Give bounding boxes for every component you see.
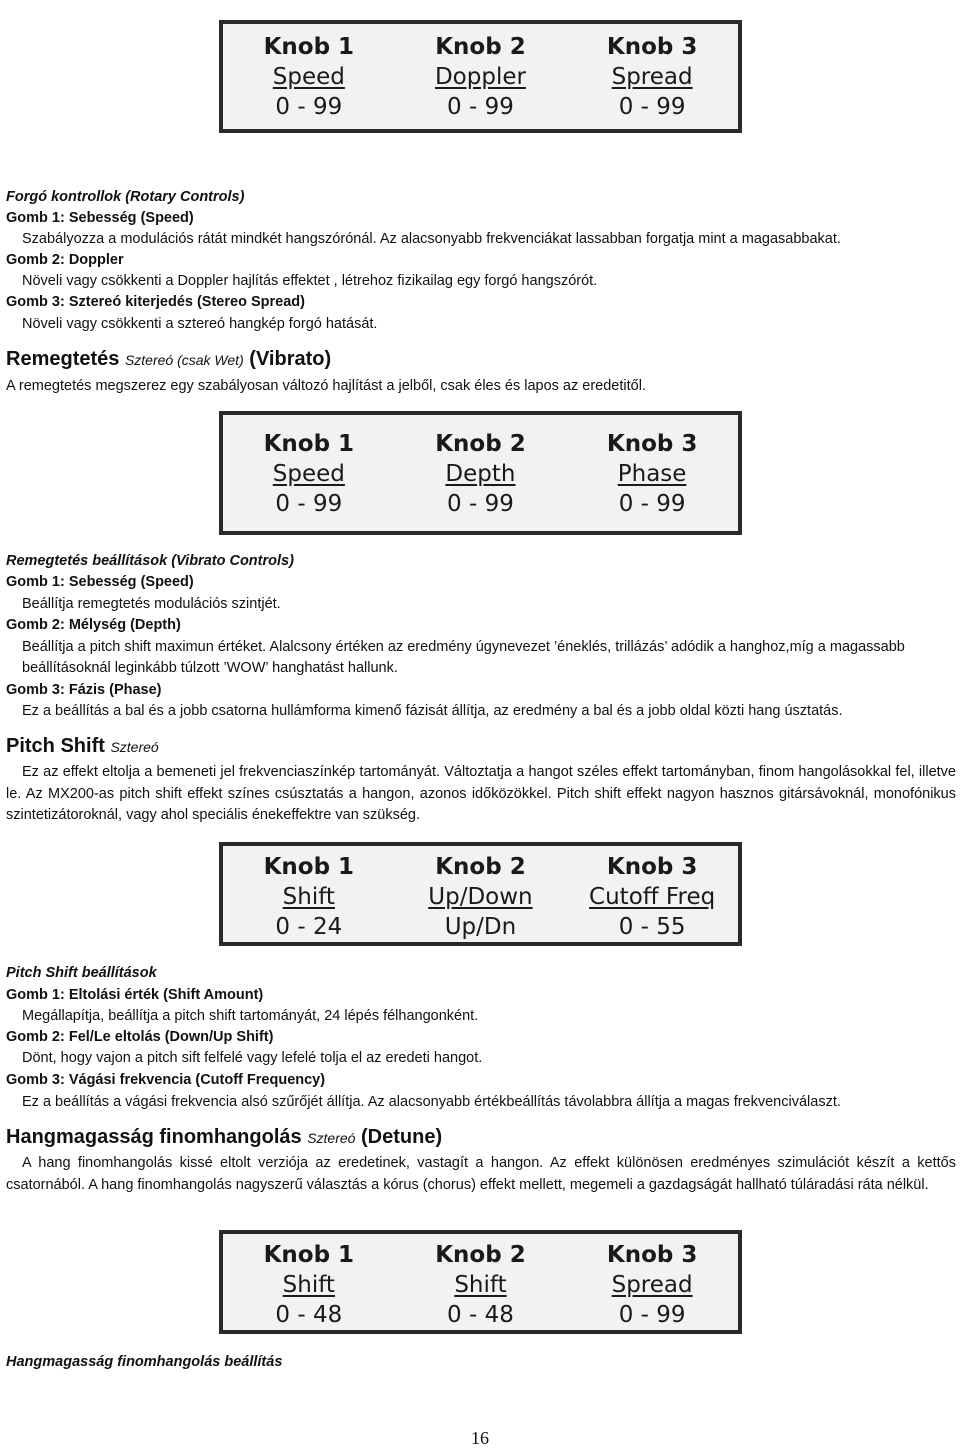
knob3-heading: Gomb 3: Fázis (Phase) [6, 682, 162, 698]
knob2-heading: Gomb 2: Fel/Le eltolás (Down/Up Shift) [6, 1029, 274, 1045]
title-en: (Vibrato) [249, 348, 332, 370]
knob-column-2 [395, 1234, 567, 1330]
knob-column-3 [566, 1234, 738, 1330]
knob-column-1 [223, 24, 395, 122]
knob-range: 0 - 24 [275, 914, 343, 940]
knob-param: Phase [617, 461, 687, 487]
knob1-description: Beállítja remegtetés modulációs szintjét. [22, 596, 281, 612]
section-title-detune [6, 1126, 442, 1149]
section-subtitle-pitch-shift: Pitch Shift beállítások [6, 965, 157, 981]
detune-paragraph: A hang finomhangolás kissé eltolt verziója az eredetinek, vastagít a hangon. Az effekt különösen eredményes szimulációt készít a kettős csatornából. A hang finomhangolás nagyszerű választás a kórus (chorus) effekt mellett, megemeli a gazdagságát hallható túláradási ráta nélkül. [6, 1155, 956, 1193]
knob-param: Speed [272, 461, 345, 487]
knob1-description: Szabályozza a modulációs rátát mindkét hangszórónál. Az alacsonyabb frekvenciákat lassabban forgatja mint a magasabbakat. [22, 231, 841, 247]
pitch-shift-paragraph: Ez az effekt eltolja a bemeneti jel frekvenciaszínkép tartományát. Változtatja a hangot széles effekt tartományban, finom hangolásokkal fel, illetve le. Az MX200-as pitch shift effekt színes csúsztatás a hangon, azonos időközökkel. Pitch shift effekt nagyon hasznos gitársávoknál, monofónikus szintetizátoroknál, vagy ahol speciális énekeffektre van szükség. [6, 764, 956, 823]
knob-label: Knob 3 [606, 1242, 698, 1268]
knob-range: 0 - 48 [447, 1302, 514, 1328]
knob3-heading: Gomb 3: Vágási frekvencia (Cutoff Frequency) [6, 1072, 326, 1088]
knob2-description-line2: beállításoknál leginkább túlzott ’WOW’ hanghatást hallunk. [22, 660, 398, 676]
knob-range: 0 - 99 [275, 491, 343, 517]
section-subtitle-vibrato: Remegtetés beállítások (Vibrato Controls) [6, 553, 294, 569]
knob1-heading: Gomb 1: Sebesség (Speed) [6, 210, 194, 226]
knob-param: Up/Down [428, 884, 533, 910]
knob-range: 0 - 99 [618, 491, 686, 517]
knob-range: 0 - 99 [618, 1302, 686, 1328]
knob-column-3 [566, 415, 738, 519]
knob2-description: Dönt, hogy vajon a pitch sift felfelé vagy lefelé tolja el az eredeti hangot. [22, 1050, 483, 1066]
knob-param: Spread [611, 64, 693, 90]
knob-range: 0 - 99 [275, 94, 343, 120]
section-title-vibrato [6, 348, 331, 371]
title-main: Remegtetés [6, 348, 120, 370]
knob-column-2 [395, 24, 567, 122]
title-main: Hangmagasság finomhangolás [6, 1126, 302, 1148]
knob-table-detune [219, 1230, 742, 1334]
knob1-heading: Gomb 1: Eltolási érték (Shift Amount) [6, 987, 264, 1003]
knob3-heading: Gomb 3: Sztereó kiterjedés (Stereo Spread) [6, 294, 305, 310]
knob-label: Knob 3 [606, 431, 698, 457]
knob3-description: Növeli vagy csökkenti a sztereó hangkép forgó hatását. [22, 316, 378, 332]
knob-column-2 [395, 415, 567, 519]
knob-range: 0 - 48 [275, 1302, 343, 1328]
knob1-description: Megállapítja, beállítja a pitch shift tartományát, 24 lépés félhangonként. [22, 1008, 479, 1024]
knob-param: Shift [282, 884, 335, 910]
knob-column-2 [395, 846, 567, 942]
knob-label: Knob 1 [263, 34, 355, 60]
knob-param: Shift [454, 1272, 507, 1298]
title-main: Pitch Shift [6, 735, 105, 757]
knob-label: Knob 2 [435, 431, 526, 457]
knob2-description-line1: Beállítja a pitch shift maximun értéket. Alalcsony értéken az eredmény úgynevezet ’éneklés, trillázás’ adódik a hanghoz,míg a magassabb [22, 639, 905, 655]
knob-param: Spread [611, 1272, 693, 1298]
knob3-description: Ez a beállítás a bal és a jobb csatorna hullámforma kimenő fázisát állítja, az eredmény a bal és a jobb oldal közti hang úsztatás. [22, 703, 843, 719]
title-en: (Detune) [361, 1126, 443, 1148]
page-number: 16 [471, 1428, 489, 1448]
knob-param: Speed [272, 64, 345, 90]
knob-label: Knob 1 [263, 1242, 355, 1268]
section-title-pitch-shift [6, 735, 159, 758]
vibrato-description: A remegtetés megszerez egy szabályosan változó hajlítást a jelből, csak éles és lapos az eredetitől. [6, 378, 646, 394]
knob-param: Cutoff Freq [589, 884, 716, 910]
knob-label: Knob 1 [263, 431, 355, 457]
knob-table-rotary [219, 20, 742, 133]
knob-label: Knob 1 [263, 854, 355, 880]
knob-column-1 [223, 415, 395, 519]
title-sub: Sztereó [110, 739, 159, 755]
title-sub: Sztereó [307, 1130, 356, 1146]
section-subtitle-rotary: Forgó kontrollok (Rotary Controls) [6, 189, 245, 205]
section-subtitle-detune: Hangmagasság finomhangolás beállítás [6, 1354, 283, 1370]
knob-table-pitch-shift [219, 842, 742, 946]
knob-param: Doppler [434, 64, 526, 90]
knob-label: Knob 3 [606, 854, 698, 880]
knob-range: 0 - 55 [618, 914, 686, 940]
knob-range: 0 - 99 [447, 94, 514, 120]
knob1-heading: Gomb 1: Sebesség (Speed) [6, 574, 194, 590]
knob2-heading: Gomb 2: Mélység (Depth) [6, 617, 181, 633]
knob-range: Up/Dn [444, 914, 517, 940]
knob3-description: Ez a beállítás a vágási frekvencia alsó szűrőjét állítja. Az alacsonyabb értékbeállítás távolabbra állítja a magas frekvenciválaszt. [22, 1094, 841, 1110]
knob2-description: Növeli vagy csökkenti a Doppler hajlítás effektet , létrehoz fizikailag egy forgó hangszórót. [22, 273, 598, 289]
knob-column-1 [223, 1234, 395, 1330]
knob2-heading: Gomb 2: Doppler [6, 252, 124, 268]
knob-column-3 [566, 846, 738, 942]
knob-label: Knob 3 [606, 34, 698, 60]
knob-range: 0 - 99 [447, 491, 514, 517]
knob-column-3 [566, 24, 738, 122]
knob-label: Knob 2 [435, 854, 526, 880]
title-sub: Sztereó (csak Wet) [124, 352, 244, 368]
knob-column-1 [223, 846, 395, 942]
knob-label: Knob 2 [435, 1242, 526, 1268]
knob-label: Knob 2 [435, 34, 526, 60]
knob-param: Depth [445, 461, 516, 487]
knob-table-vibrato [219, 411, 742, 535]
knob-param: Shift [282, 1272, 335, 1298]
knob-range: 0 - 99 [618, 94, 686, 120]
